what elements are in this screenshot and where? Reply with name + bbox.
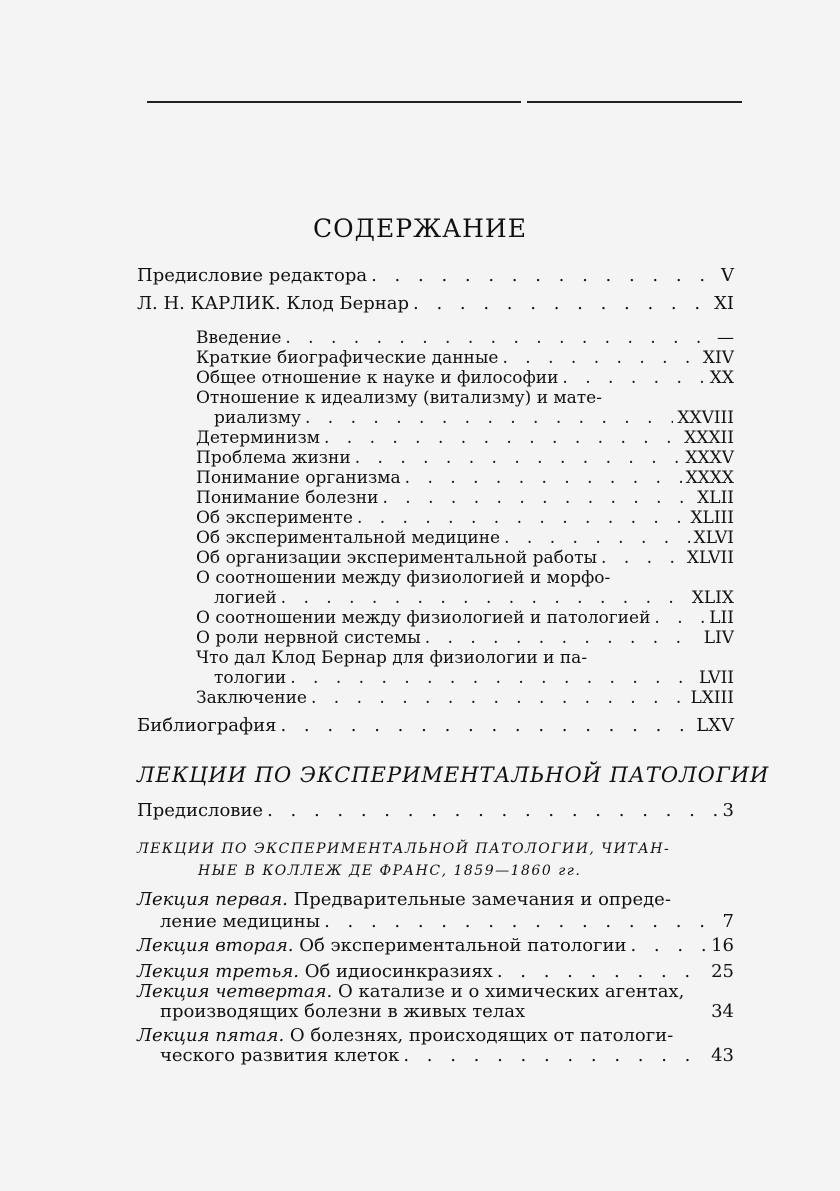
- lecture-1-line1: [137, 890, 671, 910]
- leader-dots: [562, 368, 705, 388]
- toc-subentry[interactable]: [196, 508, 734, 528]
- lecture-name: Лекция первая.: [137, 889, 288, 910]
- leader-dots: [601, 548, 683, 568]
- toc-subentry[interactable]: [214, 588, 734, 608]
- toc-subentry[interactable]: [196, 448, 734, 468]
- toc-entry-page: 16: [711, 935, 734, 956]
- toc-entry-label: Л. Н. КАРЛИК. Клод Бернар: [137, 293, 410, 314]
- toc-entry-label: ческого развития клеток: [160, 1045, 400, 1066]
- toc-entry-page: XIV: [702, 348, 734, 368]
- leader-dots: [267, 801, 718, 821]
- leader-dots: [290, 668, 695, 688]
- toc-subentry-line1: Что дал Клод Бернар для физиологии и па-: [196, 648, 588, 668]
- toc-entry-page: 7: [722, 911, 734, 932]
- toc-entry-page: XXXV: [685, 448, 734, 468]
- toc-entry-label: Проблема жизни: [196, 448, 351, 468]
- leader-dots: [504, 528, 690, 548]
- top-rule-left: [147, 101, 521, 103]
- toc-entry-page: XLIX: [691, 588, 734, 608]
- toc-entry-page: XLIII: [690, 508, 734, 528]
- leader-dots: [357, 508, 687, 528]
- leader-dots: [281, 588, 688, 608]
- leader-dots: [324, 912, 718, 932]
- toc-entry-page: —: [717, 328, 734, 348]
- toc-entry-label: Заключение: [196, 688, 307, 708]
- lecture-name: Лекция четвертая.: [137, 981, 333, 1002]
- toc-entry-karlik[interactable]: [137, 294, 734, 314]
- toc-subentry[interactable]: [196, 608, 734, 628]
- toc-entry-page: XXVIII: [677, 408, 734, 428]
- leader-dots: [630, 936, 707, 956]
- toc-subentry[interactable]: [196, 488, 734, 508]
- toc-entry-label: Детерминизм: [196, 428, 320, 448]
- toc-subentry[interactable]: [196, 348, 734, 368]
- lecture-title-line1: О катализе и о химических агентах,: [337, 981, 685, 1002]
- toc-entry-label: Об организации экспериментальной работы: [196, 548, 598, 568]
- toc-entry-label: Краткие биографические данные: [196, 348, 499, 368]
- toc-entry-lecture-5[interactable]: [160, 1046, 734, 1066]
- leader-dots: [355, 448, 682, 468]
- toc-entry-page: V: [721, 265, 734, 286]
- leader-dots: [324, 428, 680, 448]
- toc-entry-label: О роли нервной системы: [196, 628, 421, 648]
- toc-entry-label: Введение: [196, 328, 282, 348]
- toc-entry-page: 43: [711, 1045, 734, 1066]
- toc-entry-label: Об эксперименте: [196, 508, 353, 528]
- toc-entry-label: Об экспериментальной медицине: [196, 528, 501, 548]
- toc-entry-page: 3: [722, 800, 734, 821]
- leader-dots: [280, 716, 692, 736]
- leader-dots: [371, 266, 717, 286]
- leader-dots: [285, 328, 713, 348]
- toc-entry-label: риализму: [214, 408, 301, 428]
- page-title: СОДЕРЖАНИЕ: [313, 214, 527, 243]
- lecture-name: Лекция третья.: [137, 961, 299, 982]
- toc-subentry[interactable]: [196, 328, 734, 348]
- toc-entry-label: О соотношении между физиологией и патологией: [196, 608, 651, 628]
- toc-subentry[interactable]: [196, 548, 734, 568]
- sub-heading-line1: ЛЕКЦИИ ПО ЭКСПЕРИМЕНТАЛЬНОЙ ПАТОЛОГИИ, ЧИТАН-: [137, 841, 671, 857]
- toc-entry-bibliography[interactable]: [137, 716, 734, 736]
- lecture-4-line1: [137, 982, 684, 1002]
- toc-entry-page: XLVII: [686, 548, 734, 568]
- leader-dots: [382, 488, 693, 508]
- toc-entry-page: XXXII: [684, 428, 734, 448]
- leader-dots: [311, 688, 686, 708]
- leader-dots: [403, 1046, 707, 1066]
- toc-entry-page: LXIII: [690, 688, 734, 708]
- toc-entry-label: Понимание организма: [196, 468, 401, 488]
- leader-dots: [502, 348, 698, 368]
- toc-subentry[interactable]: [196, 628, 734, 648]
- lecture-name: Лекция вторая.: [137, 935, 294, 956]
- lecture-title-line1: О болезнях, происходящих от патологи-: [289, 1025, 674, 1046]
- leader-dots: [497, 962, 707, 982]
- toc-subentry[interactable]: [214, 668, 734, 688]
- leader-dots: [413, 294, 710, 314]
- toc-entry-page: 25: [711, 961, 734, 982]
- toc-subentry[interactable]: [196, 528, 734, 548]
- toc-entry-page: XXXX: [685, 468, 734, 488]
- toc-entry-page: LVII: [699, 668, 734, 688]
- toc-subentry[interactable]: [196, 468, 734, 488]
- leader-dots: [654, 608, 705, 628]
- lecture-title-line1: Предварительные замечания и опреде-: [293, 889, 671, 910]
- toc-subentry[interactable]: [196, 428, 734, 448]
- toc-entry-lecture-4[interactable]: [160, 1002, 734, 1022]
- leader-dots: [425, 628, 700, 648]
- toc-subentry[interactable]: [196, 688, 734, 708]
- lecture-name: Лекция пятая.: [137, 1025, 285, 1046]
- section-heading: ЛЕКЦИИ ПО ЭКСПЕРИМЕНТАЛЬНОЙ ПАТОЛОГИИ: [137, 763, 770, 787]
- toc-entry-label: Понимание болезни: [196, 488, 379, 508]
- lecture-5-line1: [137, 1026, 673, 1046]
- toc-subentry-line1: О соотношении между физиологией и морфо-: [196, 568, 611, 588]
- toc-entry-label: ление медицины: [160, 911, 321, 932]
- toc-entry-lecture-1[interactable]: [160, 912, 734, 932]
- toc-entry-label: тологии: [214, 668, 287, 688]
- toc-entry-page: LXV: [696, 715, 734, 736]
- toc-subentry-line1: Отношение к идеализму (витализму) и мате-: [196, 388, 602, 408]
- toc-entry-page: XLII: [697, 488, 734, 508]
- toc-entry-label: Библиография: [137, 715, 277, 736]
- toc-entry-editor-preface[interactable]: [137, 266, 734, 286]
- toc-entry-page: XI: [714, 293, 734, 314]
- toc-entry-label: Предисловие: [137, 800, 264, 821]
- toc-subentry[interactable]: [196, 368, 734, 388]
- toc-entry-page: LIV: [703, 628, 734, 648]
- toc-entry-lecture-3[interactable]: [137, 962, 734, 982]
- toc-entry-label: Предисловие редактора: [137, 265, 368, 286]
- top-rule-right: [527, 101, 742, 103]
- leader-dots: [305, 408, 673, 428]
- lecture-title: Об идиосинкразиях: [304, 961, 493, 982]
- toc-entry-page: XLVI: [693, 528, 734, 548]
- toc-subentry[interactable]: [214, 408, 734, 428]
- leader-dots: [405, 468, 682, 488]
- toc-entry-lecture-2[interactable]: [137, 936, 734, 956]
- toc-entry-label: [137, 936, 626, 956]
- toc-entry-page: XX: [709, 368, 734, 388]
- toc-entry-label: Общее отношение к науке и философии: [196, 368, 559, 388]
- lecture-title: Об экспериментальной патологии: [299, 935, 627, 956]
- toc-entry-label: [137, 962, 493, 982]
- toc-entry-label: производящих болезни в живых телах: [160, 1001, 526, 1022]
- toc-entry-page: LII: [709, 608, 734, 628]
- toc-entry-page: 34: [711, 1001, 734, 1022]
- toc-entry-preface[interactable]: [137, 801, 734, 821]
- sub-heading-line2: НЫЕ В КОЛЛЕЖ ДЕ ФРАНС, 1859—1860 гг.: [198, 863, 582, 879]
- toc-entry-label: логией: [214, 588, 277, 608]
